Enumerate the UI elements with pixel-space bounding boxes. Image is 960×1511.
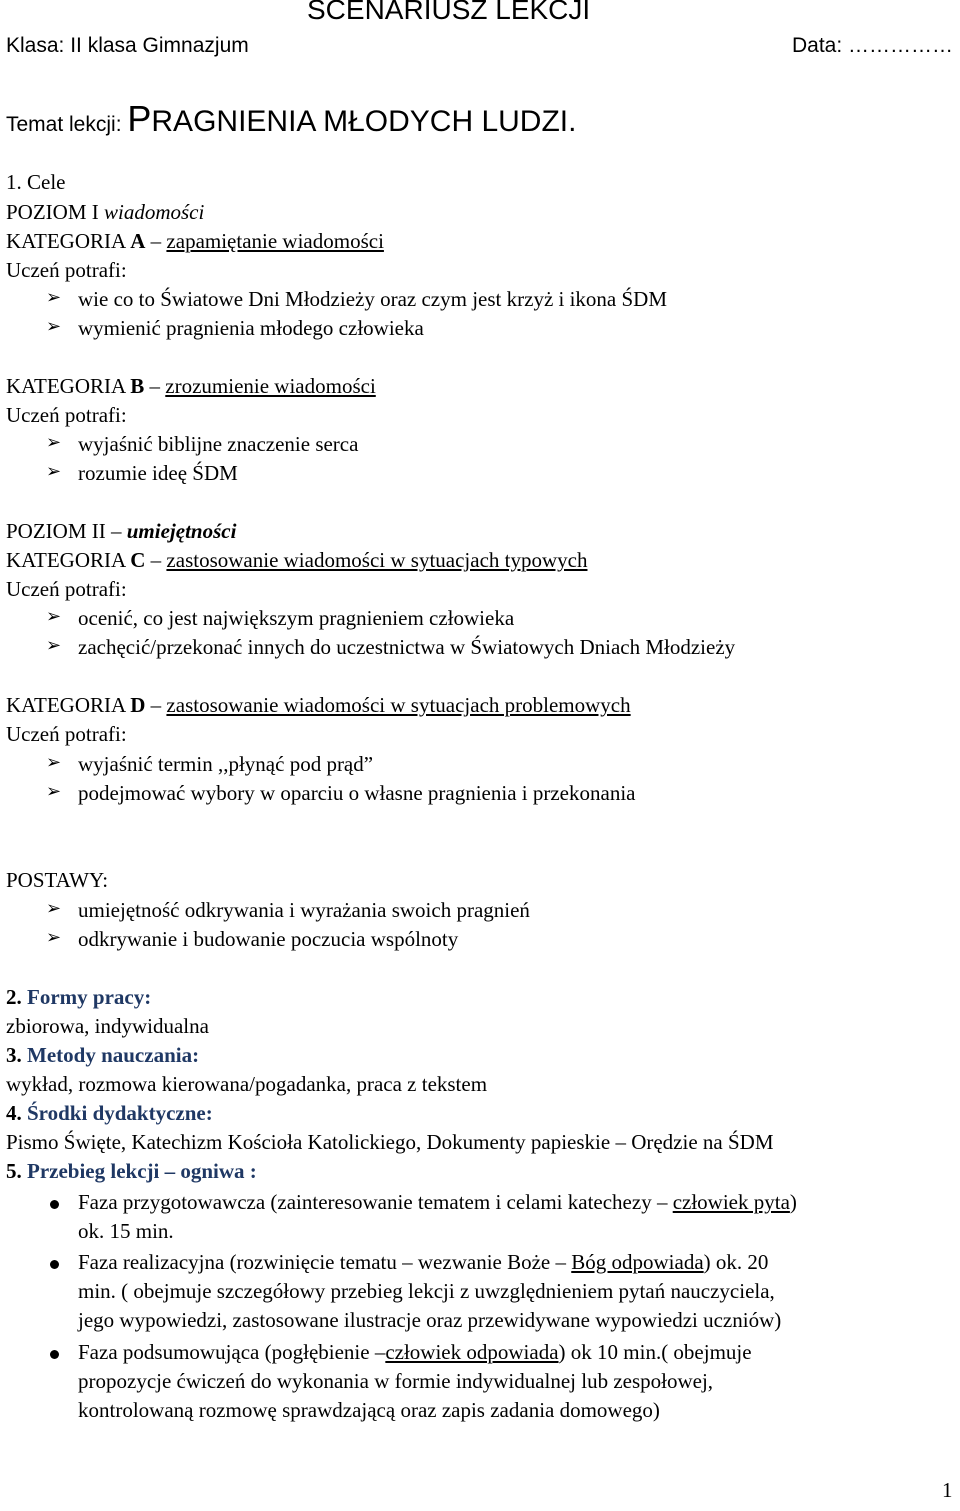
student-can-label: Uczeń potrafi: — [6, 577, 127, 601]
list-item: wie co to Światowe Dni Młodzieży oraz czym jest krzyż i ikona ŚDM — [78, 287, 668, 311]
bullet-dot-icon — [50, 1350, 59, 1359]
student-can-label: Uczeń potrafi: — [6, 403, 127, 427]
goals-heading: 1. Cele — [6, 170, 66, 194]
section-forms-text: zbiorowa, indywidualna — [6, 1014, 209, 1038]
class-label: Klasa: II klasa Gimnazjum — [6, 34, 249, 57]
date-label: Data: …………… — [792, 34, 954, 57]
arrow-bullet-icon: ➢ — [46, 461, 62, 481]
category-d: KATEGORIA D – zastosowanie wiadomości w sytuacjach problemowych — [6, 693, 631, 717]
document-title: SCENARIUSZ LEKCJI — [307, 0, 591, 25]
category-a: KATEGORIA A – zapamiętanie wiadomości — [6, 229, 384, 253]
list-item: zachęcić/przekonać innych do uczestnictwa w Światowych Dniach Młodzieży — [78, 635, 736, 659]
student-can-label: Uczeń potrafi: — [6, 722, 127, 746]
phase-1-line: Faza przygotowawcza (zainteresowanie tematem i celami katechezy – człowiek pyta) — [78, 1190, 797, 1214]
arrow-bullet-icon: ➢ — [46, 635, 62, 655]
phase-2-line: min. ( obejmuje szczegółowy przebieg lekcji z uwzględnieniem pytań nauczyciela, — [78, 1279, 775, 1303]
arrow-bullet-icon: ➢ — [46, 432, 62, 452]
list-item: umiejętność odkrywania i wyrażania swoich pragnień — [78, 898, 530, 922]
section-forms-heading: 2. Formy pracy: — [6, 985, 152, 1009]
section-methods-heading: 3. Metody nauczania: — [6, 1043, 200, 1067]
list-item: ocenić, co jest największym pragnieniem człowieka — [78, 606, 515, 630]
level-1: POZIOM I wiadomości — [6, 200, 205, 224]
section-course-heading: 5. Przebieg lekcji – ogniwa : — [6, 1159, 257, 1183]
arrow-bullet-icon: ➢ — [46, 606, 62, 626]
section-resources-heading: 4. Środki dydaktyczne: — [6, 1101, 213, 1125]
list-item: wyjaśnić biblijne znaczenie serca — [78, 432, 359, 456]
bullet-dot-icon — [50, 1200, 59, 1209]
lesson-topic — [6, 98, 576, 140]
phase-2-line: jego wypowiedzi, zastosowane ilustracje oraz przewidywane wypowiedzi uczniów) — [78, 1308, 782, 1332]
arrow-bullet-icon: ➢ — [46, 316, 62, 336]
arrow-bullet-icon: ➢ — [46, 781, 62, 801]
arrow-bullet-icon: ➢ — [46, 287, 62, 307]
arrow-bullet-icon: ➢ — [46, 752, 62, 772]
attitudes-heading: POSTAWY: — [6, 868, 109, 892]
category-b: KATEGORIA B – zrozumienie wiadomości — [6, 374, 376, 398]
list-item: odkrywanie i budowanie poczucia wspólnoty — [78, 927, 459, 951]
arrow-bullet-icon: ➢ — [46, 927, 62, 947]
phase-1-duration: ok. 15 min. — [78, 1219, 174, 1243]
page-number: 1 — [942, 1478, 953, 1502]
bullet-dot-icon — [50, 1260, 59, 1269]
section-methods-text: wykład, rozmowa kierowana/pogadanka, praca z tekstem — [6, 1072, 488, 1096]
phase-3-line: propozycje ćwiczeń do wykonania w formie indywidualnej lub zespołowej, — [78, 1369, 714, 1393]
topic-title: RAGNIENIA MŁODYCH LUDZI. — [151, 105, 577, 138]
list-item: wymienić pragnienia młodego człowieka — [78, 316, 424, 340]
topic-first-letter: P — [127, 98, 152, 139]
arrow-bullet-icon: ➢ — [46, 898, 62, 918]
topic-label: Temat lekcji: — [6, 113, 128, 136]
list-item: wyjaśnić termin ,,płynąć pod prąd” — [78, 752, 374, 776]
list-item: rozumie ideę ŚDM — [78, 461, 238, 485]
section-resources-text: Pismo Święte, Katechizm Kościoła Katolickiego, Dokumenty papieskie – Orędzie na ŚDM — [6, 1130, 774, 1154]
list-item: podejmować wybory w oparciu o własne pragnienia i przekonania — [78, 781, 636, 805]
category-c: KATEGORIA C – zastosowanie wiadomości w sytuacjach typowych — [6, 548, 588, 572]
phase-3-line: kontrolowaną rozmowę sprawdzającą oraz zapis zadania domowego) — [78, 1398, 660, 1422]
level-2: POZIOM II – umiejętności — [6, 519, 237, 543]
student-can-label: Uczeń potrafi: — [6, 258, 127, 282]
phase-3-line: Faza podsumowująca (pogłębienie –człowiek odpowiada) ok 10 min.( obejmuje — [78, 1340, 752, 1364]
phase-2-line: Faza realizacyjna (rozwinięcie tematu – wezwanie Boże – Bóg odpowiada) ok. 20 — [78, 1250, 769, 1274]
